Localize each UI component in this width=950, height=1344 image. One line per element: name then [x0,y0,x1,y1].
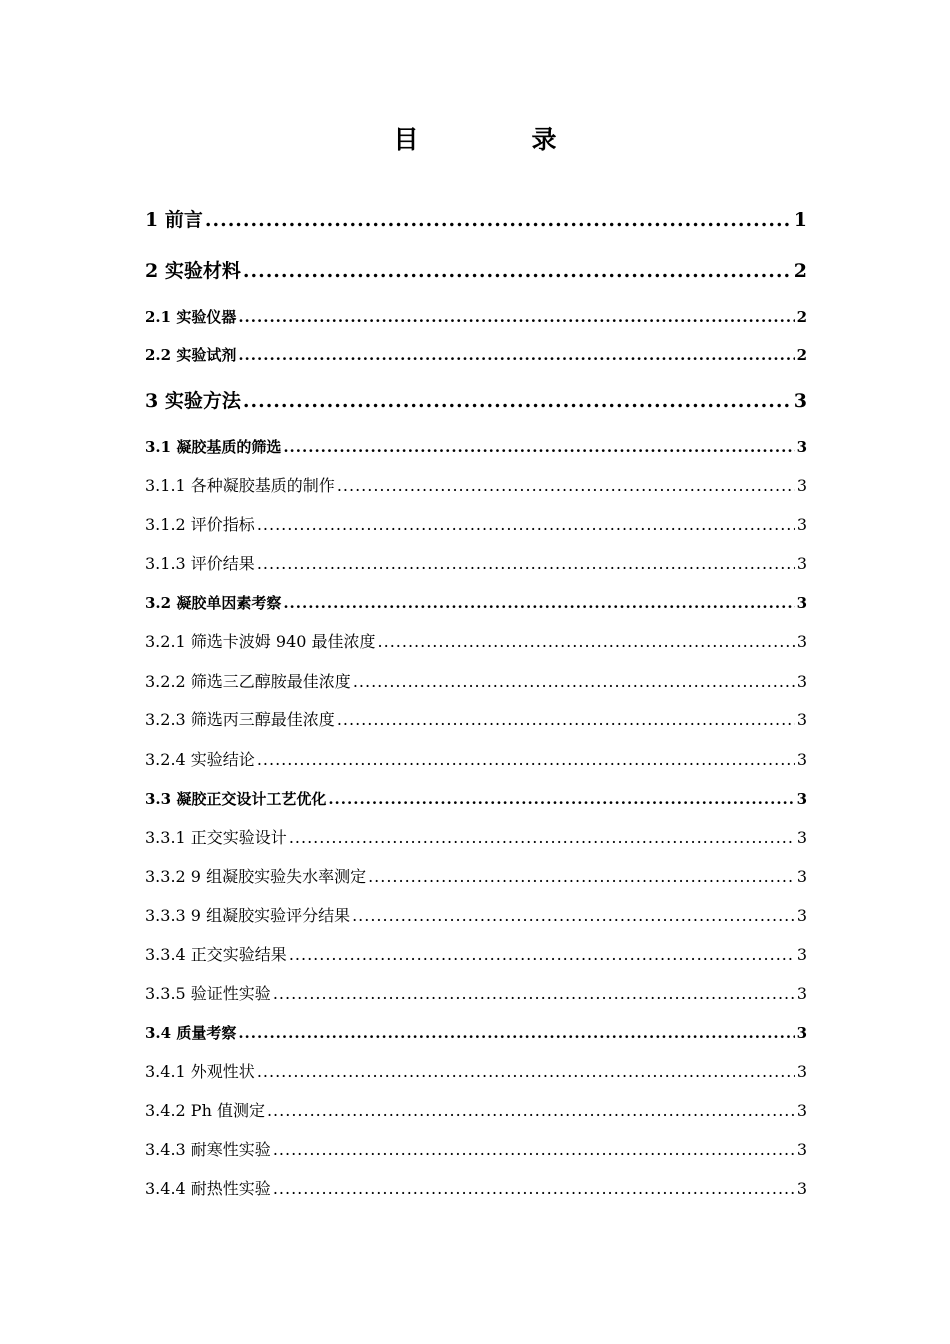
toc-page-number: 3 [796,984,807,1003]
toc-entry[interactable] [145,943,807,967]
toc-entry[interactable] [145,826,807,850]
toc-page-number: 2 [796,346,807,364]
toc-entry[interactable] [145,387,807,415]
toc-page-number: 3 [796,594,807,612]
toc-leader [283,435,794,459]
toc-entry-label: 2.2 实验试剂 [145,346,237,364]
toc-entry[interactable] [145,257,807,285]
toc-leader [257,748,795,772]
toc-entry[interactable] [145,591,807,615]
toc-entry-label: 3.1 凝胶基质的筛选 [145,438,282,456]
toc-page-number: 3 [796,945,807,964]
toc-entry[interactable] [145,206,807,234]
toc-entry[interactable] [145,1021,807,1045]
toc-entry-label: 3.2 凝胶单因素考察 [145,594,282,612]
toc-page-number: 3 [796,1140,807,1159]
toc-page-number: 3 [796,790,807,808]
toc-title: 目 录 [393,125,601,154]
toc-entry-label: 2 实验材料 [145,260,241,282]
toc-leader [238,1021,794,1045]
toc-entry-label: 3.3 凝胶正交设计工艺优化 [145,790,327,808]
toc-entry[interactable] [145,1060,807,1084]
toc-leader [238,305,794,329]
toc-leader [257,1060,795,1084]
toc-entry-label: 3.2.3 筛选丙三醇最佳浓度 [145,710,335,729]
toc-entry[interactable] [145,1138,807,1162]
toc-leader [289,943,795,967]
toc-leader [205,206,792,234]
toc-leader [289,826,795,850]
toc-entry-label: 3.4.3 耐寒性实验 [145,1140,271,1159]
toc-page-number: 1 [793,209,807,231]
toc-entry[interactable] [145,708,807,732]
toc-entry[interactable] [145,343,807,367]
toc-page-number: 3 [796,710,807,729]
toc-page-number: 3 [796,632,807,651]
toc-entry[interactable] [145,865,807,889]
toc-leader [257,513,795,537]
toc-entry[interactable] [145,748,807,772]
toc-leader [243,387,792,415]
toc-leader [368,865,795,889]
toc-entry-label: 3.1.1 各种凝胶基质的制作 [145,476,335,495]
toc-entry-label: 3.3.5 验证性实验 [145,984,271,1003]
toc-page-number: 3 [796,828,807,847]
toc-page-number: 3 [796,750,807,769]
toc-leader [328,787,794,811]
toc-leader [257,552,795,576]
toc-entry-label: 3.3.1 正交实验设计 [145,828,287,847]
toc-entry[interactable] [145,305,807,329]
toc-entry-label: 3.4 质量考察 [145,1024,237,1042]
toc-page-number: 3 [796,476,807,495]
toc-entry[interactable] [145,435,807,459]
toc-leader [267,1099,795,1123]
toc-entry-label: 3.4.1 外观性状 [145,1062,255,1081]
toc-leader [273,1177,795,1201]
toc-entry-label: 3 实验方法 [145,390,241,412]
toc-leader [238,343,794,367]
toc-entry[interactable] [145,474,807,498]
toc-entry[interactable] [145,1099,807,1123]
toc-entry-label: 3.3.4 正交实验结果 [145,945,287,964]
toc-leader [283,591,794,615]
toc-entry[interactable] [145,904,807,928]
toc-leader [378,630,795,654]
toc-page-number: 3 [796,1101,807,1120]
toc-page-number: 3 [796,906,807,925]
toc-entry-label: 3.2.4 实验结论 [145,750,255,769]
toc-entry-label: 3.4.4 耐热性实验 [145,1179,271,1198]
toc-page-number: 3 [796,554,807,573]
toc-entry-label: 1 前言 [145,209,203,231]
toc-entry[interactable] [145,787,807,811]
toc-entry[interactable] [145,630,807,654]
toc-page-number: 3 [796,515,807,534]
toc-page-number: 2 [796,308,807,326]
toc-entry[interactable] [145,670,807,694]
toc-entry[interactable] [145,513,807,537]
toc-entry[interactable] [145,552,807,576]
toc-page-number: 3 [796,672,807,691]
toc-entry-label: 2.1 实验仪器 [145,308,237,326]
toc-entry-label: 3.1.3 评价结果 [145,554,255,573]
toc-entry-label: 3.3.2 9 组凝胶实验失水率测定 [145,867,367,886]
toc-page-number: 3 [793,390,807,412]
toc-entry[interactable] [145,1177,807,1201]
toc-leader [337,474,795,498]
toc-page-number: 2 [793,260,807,282]
toc-entry-label: 3.4.2 Ph 值测定 [145,1101,265,1120]
toc-entry-label: 3.1.2 评价指标 [145,515,255,534]
toc-page-number: 3 [796,438,807,456]
toc-page-number: 3 [796,1179,807,1198]
toc-page-number: 3 [796,1062,807,1081]
toc-entry-label: 3.2.2 筛选三乙醇胺最佳浓度 [145,672,351,691]
toc-leader [352,904,795,928]
toc-leader [353,670,795,694]
toc-leader [243,257,792,285]
toc-leader [337,708,795,732]
toc-entry[interactable] [145,982,807,1006]
toc-page-number: 3 [796,1024,807,1042]
toc-entry-label: 3.3.3 9 组凝胶实验评分结果 [145,906,351,925]
toc-leader [273,982,795,1006]
toc-page-number: 3 [796,867,807,886]
toc-entry-label: 3.2.1 筛选卡波姆 940 最佳浓度 [145,632,376,651]
toc-leader [273,1138,795,1162]
